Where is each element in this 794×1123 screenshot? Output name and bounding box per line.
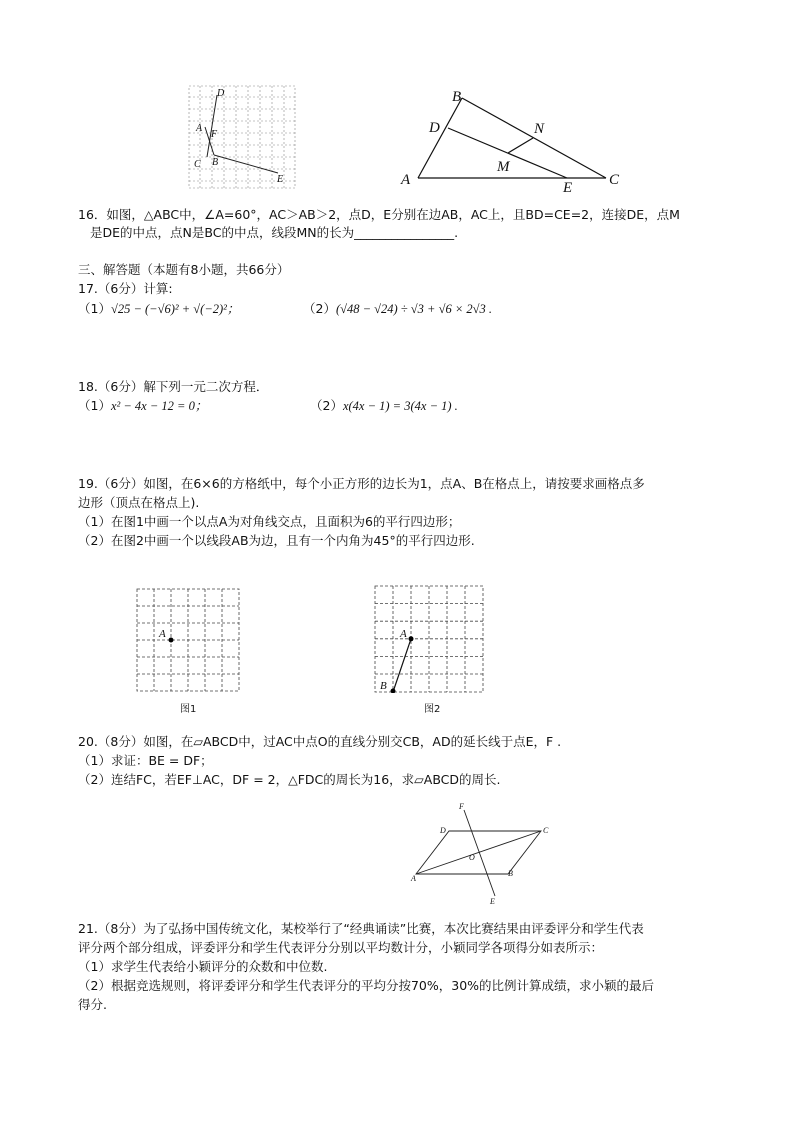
q21-line2: 评分两个部分组成，评委评分和学生代表评分分别以平均数计分，小颖同学各项得分如表所示： [78, 940, 604, 955]
q21-line5: 得分. [78, 997, 107, 1012]
label-A: A [159, 628, 166, 640]
figure-grid-2 [374, 585, 484, 693]
label-E: E [490, 897, 495, 904]
q21-line4: （2）根据竞选规则，将评委评分和学生代表评分的平均分按70%，30%的比例计算成绩，求小颖的最后 [78, 978, 655, 993]
q18-head: 18.（6分）解下列一元二次方程． [78, 379, 269, 394]
q18-part2-expr: x(4x − 1) = 3(4x − 1) . [342, 399, 458, 413]
figure-triangle-abc [400, 86, 630, 194]
q16-line2: 是DE的中点，点N是BC的中点，线段MN的长为________________. [90, 225, 459, 240]
q19-line3: （1）在图1中画一个以点A为对角线交点，且面积为6的平行四边形； [78, 514, 461, 529]
q17-part1-expr: √25 − (−√6)² + √(−2)²； [110, 302, 240, 316]
label-E: E [277, 174, 284, 185]
label-O: O [469, 853, 475, 862]
figure-grid-angles [188, 85, 296, 189]
label-B: B [508, 869, 513, 878]
label-C: C [609, 172, 620, 188]
q21-line3: （1）求学生代表给小颖评分的众数和中位数. [78, 959, 328, 974]
q17-part2-expr: (√48 − √24) ÷ √3 + √6 × 2√3 . [335, 302, 492, 316]
q17-part1-label: （1） [78, 301, 111, 316]
label-E: E [563, 180, 573, 194]
q17-part2 [303, 301, 492, 317]
q20-line3: （2）连结FC，若EF⊥AC，DF = 2，△FDC的周长为16，求▱ABCD的周长. [78, 772, 501, 787]
label-N: N [534, 121, 545, 137]
q20-line1: 20.（8分）如图，在▱ABCD中，过AC中点O的直线分别交CB，AD的延长线于点E，F . [78, 734, 562, 749]
label-C: C [543, 826, 549, 835]
q19-line4: （2）在图2中画一个以线段AB为边，且有一个内角为45°的平行四边形. [78, 533, 475, 548]
q21-line1: 21.（8分）为了弘扬中国传统文化，某校举行了“经典诵读”比赛，本次比赛结果由评委评分和学生代表 [78, 921, 644, 936]
q19-line2: 边形（顶点在格点上). [78, 495, 200, 510]
figure-grid-1 [136, 588, 240, 692]
label-F: F [211, 129, 218, 140]
label-C: C [194, 159, 201, 170]
label-D: D [217, 88, 225, 99]
q16-line1: 16．如图，△ABC中，∠A=60°，AC＞AB＞2，点D，E分别在边AB，AC上，且BD=CE=2，连接DE，点M [78, 207, 680, 222]
fig1-caption: 图1 [180, 704, 197, 715]
label-D: D [440, 826, 446, 835]
q18-part1-label: （1） [78, 398, 111, 413]
q18-part2-label: （2） [310, 398, 343, 413]
label-B: B [452, 89, 462, 105]
q17-part1 [78, 301, 239, 317]
q17-head: 17.（6分）计算: [78, 281, 173, 296]
label-D: D [429, 120, 440, 136]
q18-part1 [78, 398, 207, 414]
q19-line1: 19.（6分）如图，在6×6的方格纸中，每个小正方形的边长为1，点A、B在格点上，请按要求画格点多 [78, 476, 645, 491]
label-A: A [411, 874, 416, 883]
label-A: A [401, 172, 411, 188]
q17-part2-label: （2） [303, 301, 336, 316]
label-F: F [459, 802, 464, 811]
label-B: B [212, 157, 219, 168]
label-B: B [380, 680, 387, 692]
q20-line2: （1）求证：BE = DF； [78, 753, 213, 768]
q18-part1-expr: x² − 4x − 12 = 0； [110, 399, 208, 413]
q18-part2 [310, 398, 458, 414]
label-A: A [400, 628, 407, 640]
label-A: A [196, 123, 203, 134]
section-title: 三、解答题（本题有8小题，共66分） [78, 262, 290, 277]
label-M: M [497, 159, 510, 175]
fig2-caption: 图2 [424, 704, 441, 715]
figure-parallelogram [408, 800, 558, 904]
